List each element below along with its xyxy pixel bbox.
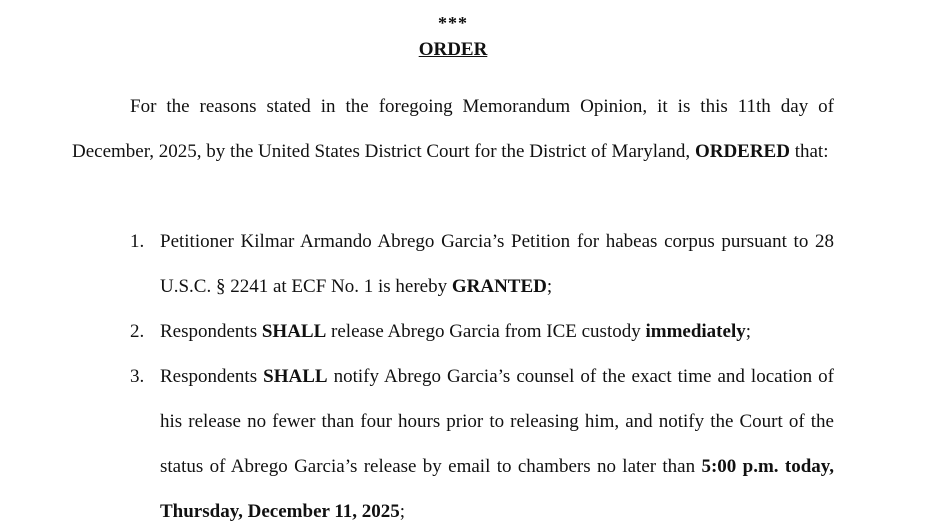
order-item-2 (0, 309, 941, 354)
item-bold-segment: SHALL (263, 366, 328, 387)
item-text-segment: Petitioner Kilmar Armando Abrego Garcia’s Petition for habeas corpus pursuant to 28 U.S.C. § 2241 at ECF No. 1 is hereby (160, 231, 834, 297)
order-item-text (160, 219, 834, 309)
item-bold-segment: immediately (645, 321, 746, 342)
item-bold-segment: 5:00 p.m. today, Thursday, December 11, 2025 (160, 456, 834, 522)
order-item-number: 1. (130, 231, 145, 252)
item-text-segment: Respondents (160, 366, 264, 387)
item-text-segment: release Abrego Garcia from ICE custody (326, 321, 646, 342)
order-items-list (0, 219, 941, 531)
order-item-number: 3. (130, 366, 145, 387)
intro-bold-ordered: ORDERED (694, 141, 790, 162)
intro-paragraph (72, 84, 834, 174)
order-heading: ORDER (418, 39, 488, 60)
order-item-text (160, 354, 834, 531)
item-bold-segment: SHALL (261, 321, 327, 342)
intro-text-1: For the reasons stated in the foregoing Memorandum Opinion, it is this 11th day of December, 2025, by the United States District Court for the District of Maryland, (72, 96, 834, 162)
item-text-segment: notify Abrego Garcia’s counsel of the exact time and location of his release no fewer than four hours prior to releasing him, and notify the Court of the status of Abrego Garcia’s release by email to chambers no later than (160, 366, 834, 477)
order-item-text (160, 309, 834, 354)
order-item-number: 2. (130, 321, 145, 342)
item-bold-segment: GRANTED (451, 276, 547, 297)
section-separator: *** (438, 13, 468, 33)
order-item-1 (0, 219, 941, 309)
item-text-segment: ; (546, 276, 553, 297)
item-text-segment: ; (399, 501, 406, 522)
item-text-segment: ; (745, 321, 752, 342)
order-item-3 (0, 354, 941, 531)
intro-text-2: that: (789, 141, 829, 162)
item-text-segment: Respondents (160, 321, 262, 342)
